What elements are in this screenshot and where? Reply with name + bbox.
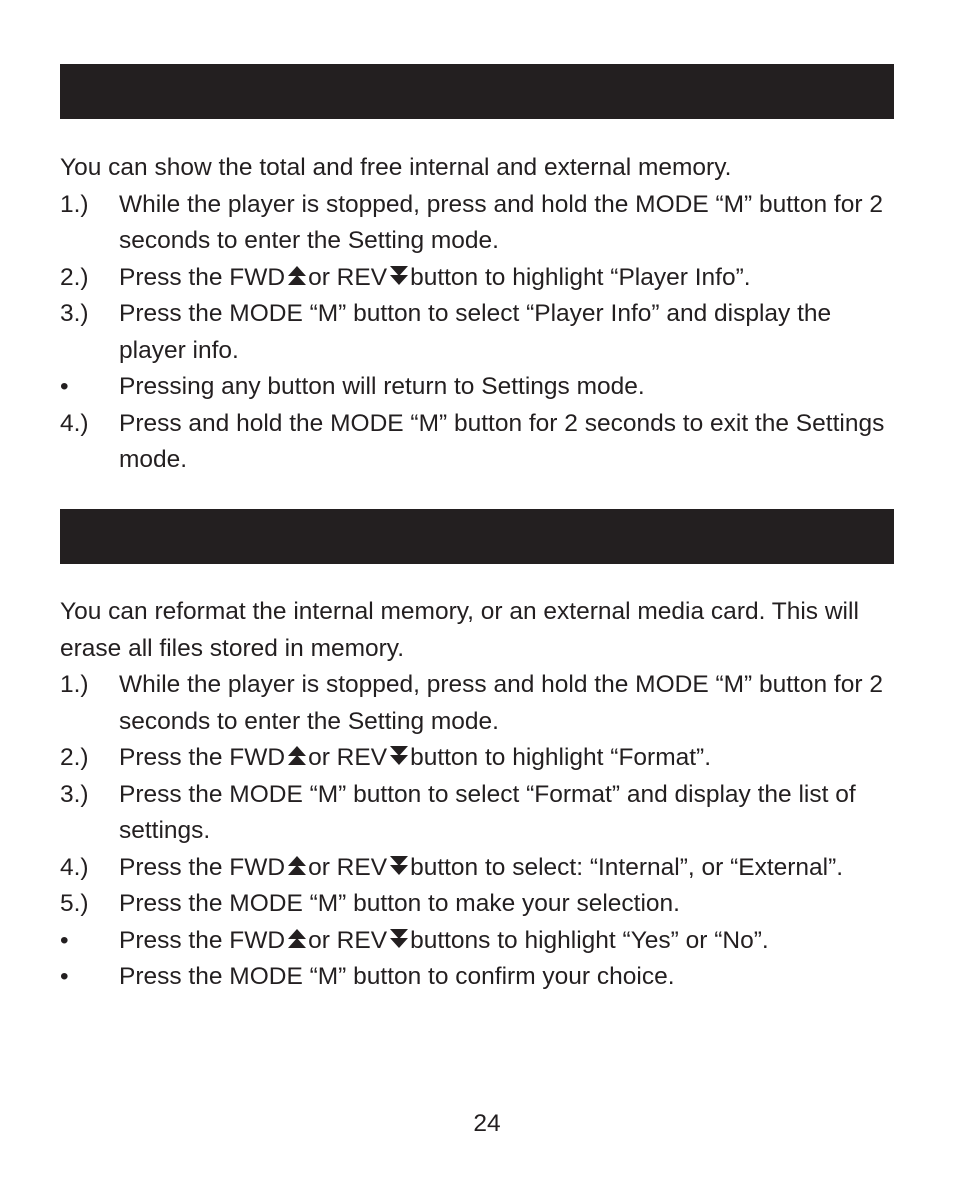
item-text: While the player is stopped, press and hold the MODE “M” button for 2 seconds to enter the Setting mode. — [119, 671, 883, 735]
item-text: While the player is stopped, press and hold the MODE “M” button for 2 seconds to enter the Setting mode. — [119, 190, 883, 254]
item-text-part: Press the FWD — [119, 853, 286, 881]
item-text-part: button to highlight “Player Info”. — [410, 263, 751, 291]
list-item — [60, 667, 894, 740]
section-header-bar-1 — [60, 64, 894, 119]
item-text: Pressing any button will return to Settings mode. — [119, 373, 645, 400]
rev-double-down-arrow-icon — [390, 856, 408, 878]
section-header-bar-2 — [60, 509, 894, 564]
fwd-double-up-arrow-icon — [288, 266, 306, 288]
item-text-part: Press the FWD — [119, 926, 286, 954]
rev-double-down-arrow-icon — [390, 929, 408, 951]
item-text-part: button to select: “Internal”, or “External”. — [410, 853, 844, 881]
item-number: 1.) — [60, 671, 89, 698]
item-text — [119, 923, 894, 960]
page-number: 24 — [473, 1110, 501, 1137]
item-text-part: or REV — [308, 926, 388, 954]
fwd-double-up-arrow-icon — [288, 746, 306, 768]
list-item — [60, 260, 894, 297]
item-text — [119, 260, 894, 297]
section-format — [60, 594, 894, 996]
item-bullet: • — [60, 926, 69, 954]
intro-paragraph: You can reformat the internal memory, or an external media card. This will erase all files stored in memory. — [60, 598, 859, 662]
list-item — [60, 850, 894, 887]
fwd-double-up-arrow-icon — [288, 856, 306, 878]
rev-double-down-arrow-icon — [390, 266, 408, 288]
list-item — [60, 406, 894, 479]
item-text: Press the MODE “M” button to select “Player Info” and display the player info. — [119, 300, 832, 364]
item-text-part: or REV — [308, 853, 388, 881]
list-item — [60, 959, 894, 996]
item-text-part: Press the FWD — [119, 744, 286, 771]
item-number: 1.) — [60, 190, 89, 218]
item-text: Press the MODE “M” button to make your selection. — [119, 890, 680, 917]
item-bullet: • — [60, 373, 69, 400]
list-item — [60, 886, 894, 923]
intro-paragraph: You can show the total and free internal and external memory. — [60, 154, 732, 181]
list-item — [60, 187, 894, 260]
item-bullet: • — [60, 963, 69, 990]
list-item — [60, 777, 894, 850]
list-item — [60, 923, 894, 960]
item-number: 4.) — [60, 409, 89, 437]
item-number: 3.) — [60, 300, 89, 327]
item-number: 3.) — [60, 780, 89, 808]
item-text-part: buttons to highlight “Yes” or “No”. — [410, 926, 769, 954]
item-text-part: button to highlight “Format”. — [410, 744, 712, 771]
list-item — [60, 369, 894, 406]
list-item — [60, 740, 894, 777]
item-text: Press the MODE “M” button to select “Format” and display the list of settings. — [119, 780, 856, 844]
item-number: 2.) — [60, 744, 89, 771]
item-text: Press the MODE “M” button to confirm your choice. — [119, 963, 675, 990]
item-text-part: or REV — [308, 744, 388, 771]
item-number: 2.) — [60, 263, 89, 291]
item-text — [119, 850, 894, 887]
fwd-double-up-arrow-icon — [288, 929, 306, 951]
section-player-info — [60, 150, 894, 479]
item-number: 4.) — [60, 853, 89, 881]
item-text — [119, 740, 894, 777]
list-item — [60, 296, 894, 369]
item-text-part: Press the FWD — [119, 263, 286, 291]
item-number: 5.) — [60, 890, 89, 917]
item-text-part: or REV — [308, 263, 388, 291]
rev-double-down-arrow-icon — [390, 746, 408, 768]
item-text: Press and hold the MODE “M” button for 2 seconds to exit the Settings mode. — [119, 409, 885, 473]
